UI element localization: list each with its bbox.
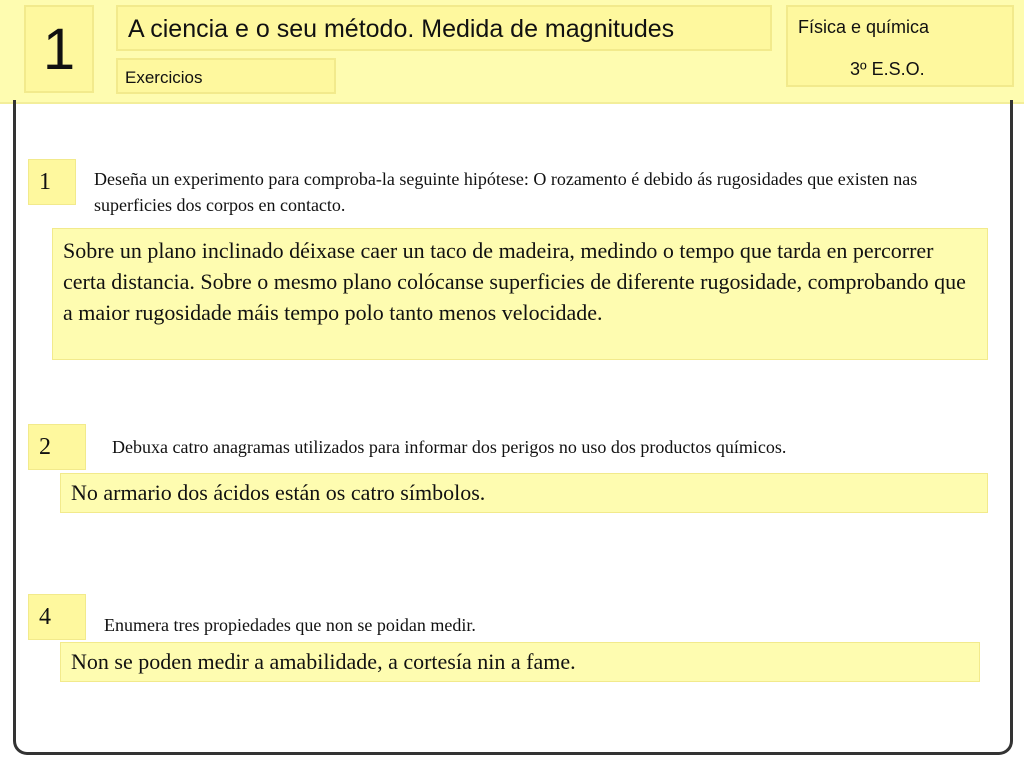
subject-box bbox=[786, 5, 1014, 87]
page-subtitle: Exercicios bbox=[125, 68, 203, 87]
slide-header bbox=[0, 0, 1024, 104]
exercise-question-1: Deseña un experimento para comproba-la seguinte hipótese: O rozamento é debido ás rugosidades que existen nas superficies dos corpos en contacto. bbox=[94, 169, 918, 215]
exercise-question-2: Debuxa catro anagramas utilizados para informar dos perigos no uso dos productos químicos. bbox=[112, 437, 787, 457]
subtitle-box bbox=[116, 58, 336, 94]
exercise-answer-4: Non se poden medir a amabilidade, a cortesía nin a fame. bbox=[60, 642, 980, 682]
unit-number-box bbox=[24, 5, 94, 93]
exercise-number-1: 1 bbox=[28, 159, 76, 205]
exercise-answer-2: No armario dos ácidos están os catro símbolos. bbox=[60, 473, 988, 513]
exercise-answer-1: Sobre un plano inclinado déixase caer un taco de madeira, medindo o tempo que tarda en percorrer certa distancia. Sobre o mesmo plano colócanse superficies de diferente rugosidade, comprobando que a maior rugosidade máis tempo polo tanto menos velocidade. bbox=[52, 228, 988, 360]
exercise-number-2: 2 bbox=[28, 424, 86, 470]
title-box bbox=[116, 5, 772, 51]
exercise-number-4: 4 bbox=[28, 594, 86, 640]
course-level: 3º E.S.O. bbox=[850, 59, 925, 79]
page-title: A ciencia e o seu método. Medida de magnitudes bbox=[128, 15, 675, 43]
unit-number: 1 bbox=[42, 17, 76, 82]
subject-name: Física e química bbox=[798, 17, 930, 37]
exercise-question-4: Enumera tres propiedades que non se poidan medir. bbox=[104, 615, 476, 635]
